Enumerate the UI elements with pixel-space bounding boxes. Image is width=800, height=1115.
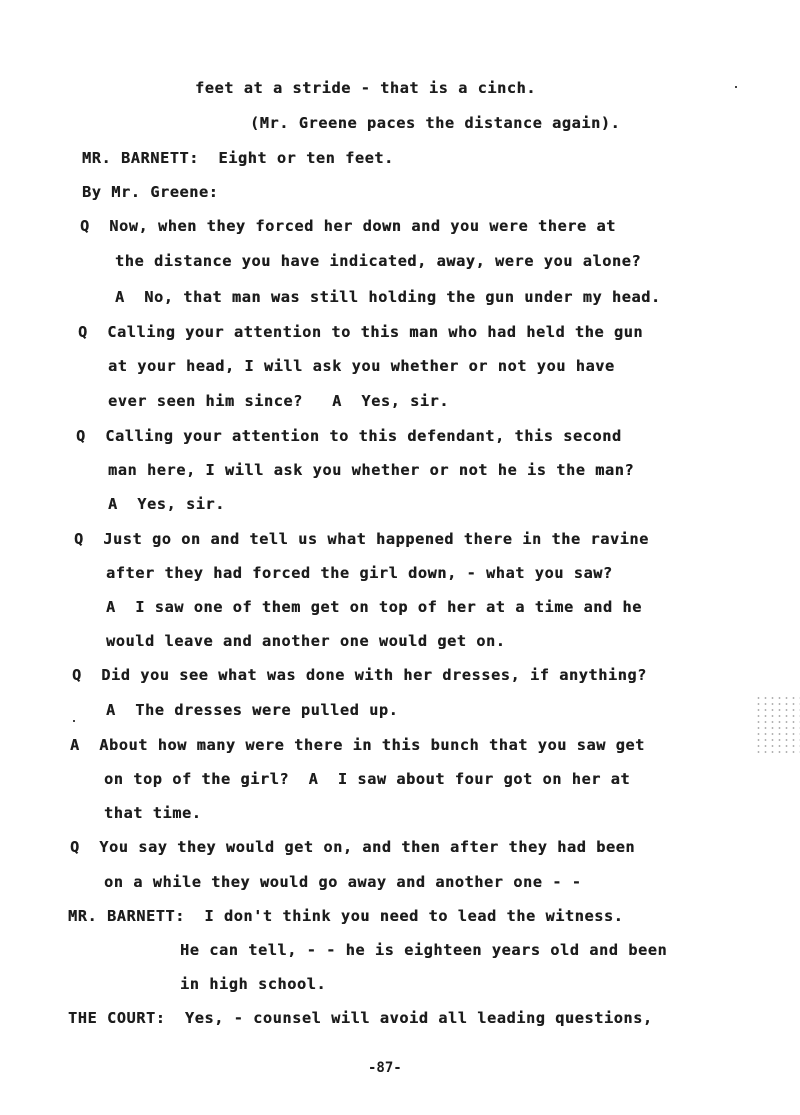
scan-speck (735, 86, 737, 88)
scan-noise (755, 695, 800, 755)
transcript-line: after they had forced the girl down, - what you saw? (106, 564, 613, 582)
transcript-line: By Mr. Greene: (82, 183, 219, 201)
transcript-line: Q Just go on and tell us what happened there in the ravine (74, 530, 649, 548)
transcript-line: feet at a stride - that is a cinch. (195, 79, 537, 97)
transcript-line: the distance you have indicated, away, were you alone? (115, 252, 642, 270)
transcript-line: MR. BARNETT: I don't think you need to lead the witness. (68, 907, 624, 925)
transcript-line: Q Did you see what was done with her dresses, if anything? (72, 666, 647, 684)
transcript-line: (Mr. Greene paces the distance again). (250, 114, 621, 132)
transcript-line: in high school. (180, 975, 327, 993)
transcript-line: on a while they would go away and another one - - (104, 873, 582, 891)
transcript-line: Q Now, when they forced her down and you were there at (80, 217, 616, 235)
transcript-line: A Yes, sir. (108, 495, 225, 513)
transcript-line: Q You say they would get on, and then after they had been (70, 838, 636, 856)
transcript-line: MR. BARNETT: Eight or ten feet. (82, 149, 394, 167)
transcript-line: A I saw one of them get on top of her at a time and he (106, 598, 642, 616)
transcript-line: Q Calling your attention to this defendant, this second (76, 427, 622, 445)
transcript-line: on top of the girl? A I saw about four got on her at (104, 770, 631, 788)
transcript-line: man here, I will ask you whether or not he is the man? (108, 461, 635, 479)
scan-speck (73, 720, 75, 722)
transcript-line: at your head, I will ask you whether or not you have (108, 357, 615, 375)
transcript-line: A About how many were there in this bunch that you saw get (70, 736, 645, 754)
transcript-line: Q Calling your attention to this man who had held the gun (78, 323, 644, 341)
transcript-line: A No, that man was still holding the gun under my head. (115, 288, 661, 306)
transcript-line: THE COURT: Yes, - counsel will avoid all leading questions, (68, 1009, 653, 1027)
transcript-line: A The dresses were pulled up. (106, 701, 399, 719)
transcript-line: would leave and another one would get on. (106, 632, 506, 650)
transcript-line: that time. (104, 804, 202, 822)
transcript-line: He can tell, - - he is eighteen years old and been (180, 941, 668, 959)
page-number: -87- (368, 1060, 402, 1076)
transcript-line: ever seen him since? A Yes, sir. (108, 392, 450, 410)
